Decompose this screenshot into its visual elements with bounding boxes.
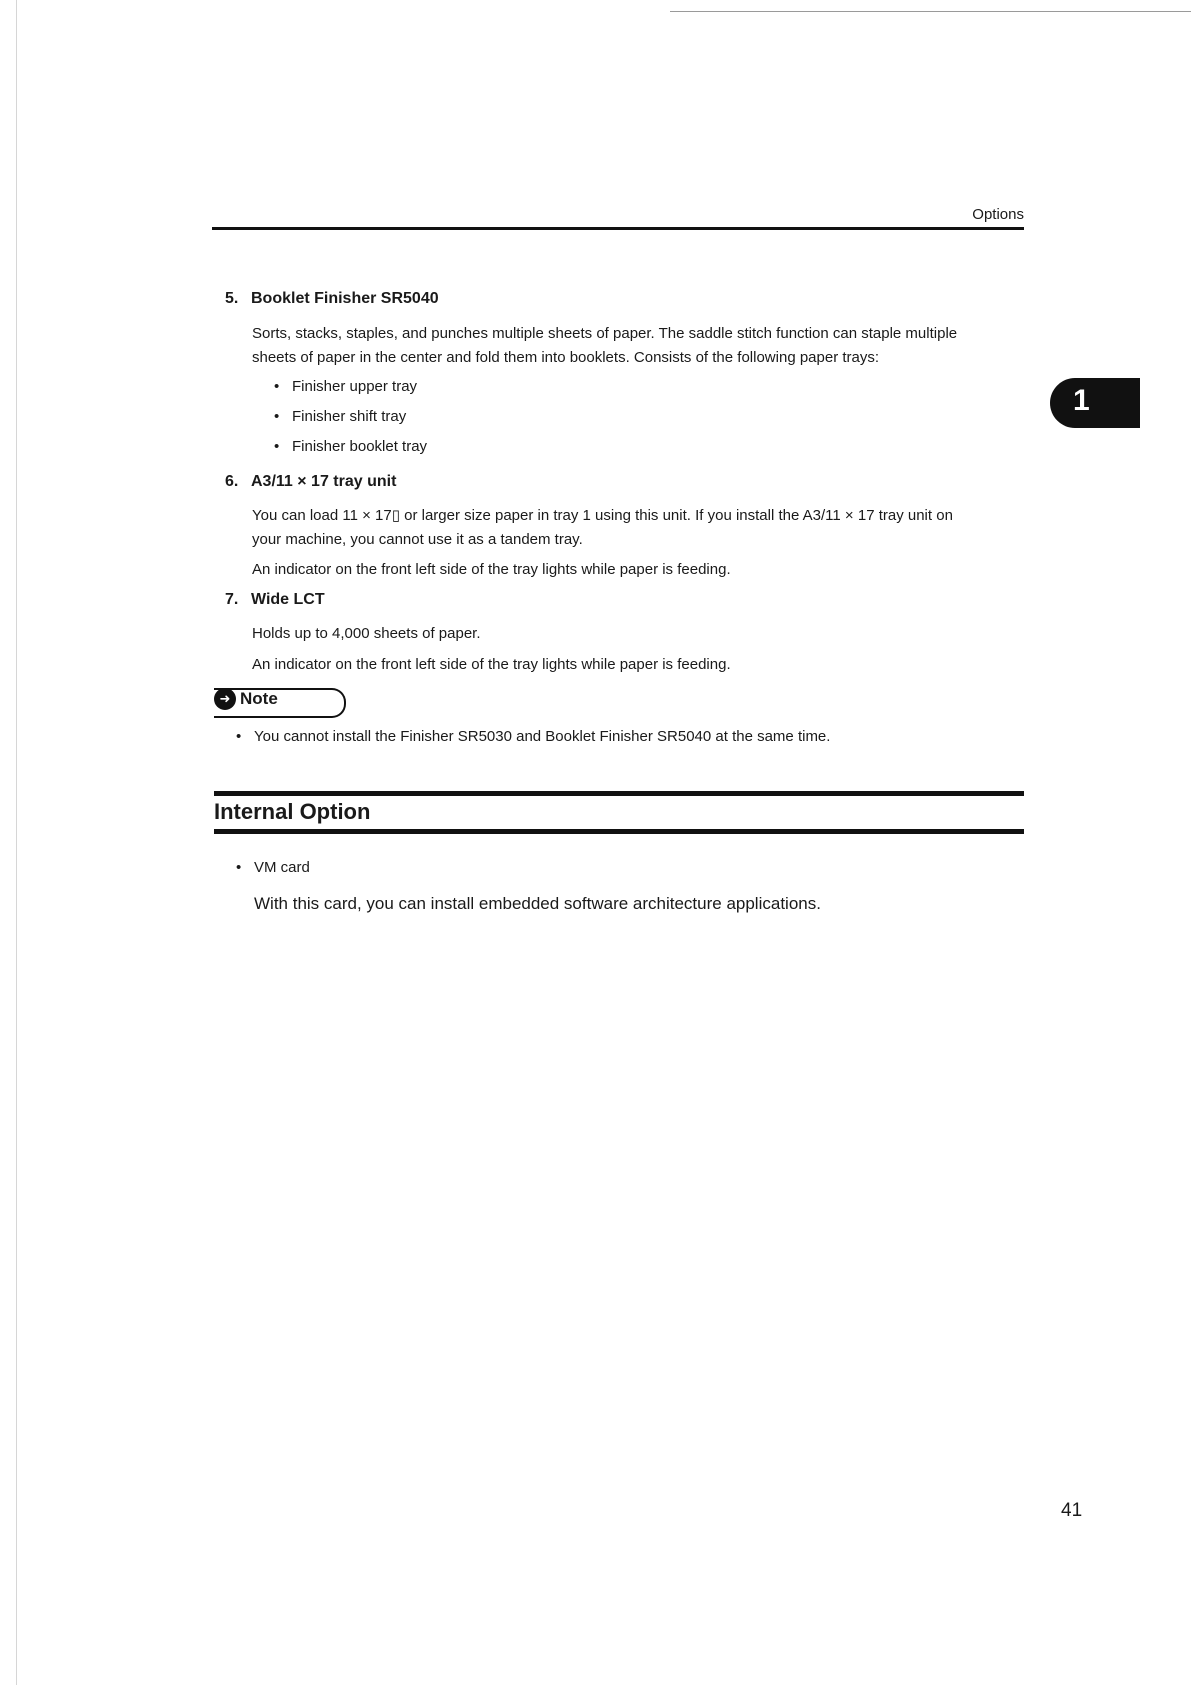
item-number: 5.: [225, 290, 239, 307]
note-arrow-icon: ➜: [214, 688, 236, 710]
item-heading-5: [225, 290, 439, 308]
item-title: Booklet Finisher SR5040: [251, 290, 439, 307]
chapter-number: 1: [1073, 384, 1090, 417]
list-item: • Finisher booklet tray: [292, 438, 427, 455]
item-title: A3/11 × 17 tray unit: [251, 473, 397, 490]
item-7-desc-line-2: An indicator on the front left side of the tray lights while paper is feeding.: [252, 656, 731, 673]
page-number: 41: [1061, 1500, 1083, 1521]
list-item: • Finisher shift tray: [292, 408, 406, 425]
item-heading-6: [225, 473, 396, 491]
item-6-desc-line-1: You can load 11 × 17▯ or larger size paper in tray 1 using this unit. If you install the A3/11 × 17 tray unit on: [252, 507, 953, 524]
item-number: 7.: [225, 591, 239, 608]
item-6-desc-line-2: your machine, you cannot use it as a tandem tray.: [252, 531, 583, 548]
item-5-desc-line-2: sheets of paper in the center and fold them into booklets. Consists of the following paper trays:: [252, 349, 880, 366]
scan-edge-top: [670, 11, 1191, 12]
item-heading-7: [225, 591, 325, 609]
item-7-desc-line-1: Holds up to 4,000 sheets of paper.: [252, 625, 481, 642]
chapter-tab: [1050, 378, 1140, 428]
section-title: Internal Option: [214, 799, 371, 824]
note-text: • You cannot install the Finisher SR5030 and Booklet Finisher SR5040 at the same time.: [254, 728, 830, 745]
note-label: Note: [240, 689, 278, 708]
running-header: Options: [972, 206, 1024, 223]
section-rule-bottom: [214, 829, 1024, 834]
item-5-desc-line-1: Sorts, stacks, staples, and punches multiple sheets of paper. The saddle stitch function can staple multiple: [252, 325, 958, 342]
list-item: • VM card: [254, 859, 310, 876]
header-rule: [212, 227, 1024, 230]
item-number: 6.: [225, 473, 239, 490]
item-6-desc-line-3: An indicator on the front left side of the tray lights while paper is feeding.: [252, 561, 731, 578]
scan-edge-left: [16, 0, 17, 1685]
section-rule-top: [214, 791, 1024, 796]
internal-option-desc: With this card, you can install embedded software architecture applications.: [254, 894, 821, 913]
item-title: Wide LCT: [251, 591, 325, 608]
list-item: • Finisher upper tray: [292, 378, 417, 395]
